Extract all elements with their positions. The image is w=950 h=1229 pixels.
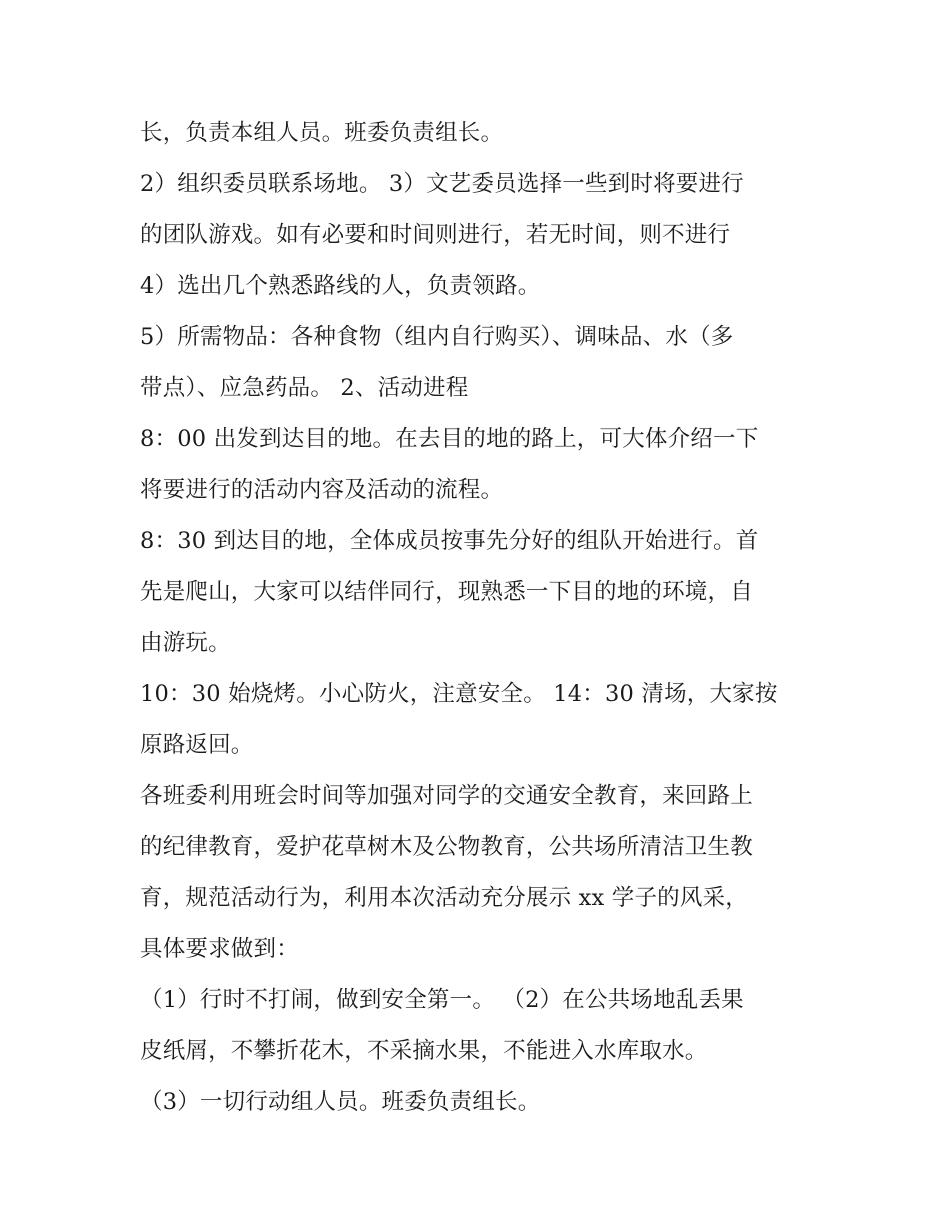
text-line: 育，规范活动行为，利用本次活动充分展示 xx 学子的风采， (140, 885, 748, 911)
text-line: 具体要求做到： (140, 936, 299, 962)
text-line: 5）所需物品：各种食物（组内自行购买）、调味品、水（多 (140, 324, 734, 350)
text-line: 10：30 始烧烤。小心防火，注意安全。 14：30 清场，大家按 (140, 681, 778, 707)
text-line: （1）行时不打闹，做到安全第一。 （2）在公共场地乱丢果 (140, 987, 744, 1013)
text-line: 的纪律教育，爱护花草树木及公物教育，公共场所清洁卫生教 (140, 834, 753, 860)
text-line: 原路返回。 (140, 732, 254, 758)
text-line: 各班委利用班会时间等加强对同学的交通安全教育，来回路上 (140, 783, 753, 809)
text-line: 带点）、应急药品。 2、活动进程 (140, 375, 469, 401)
document-body (140, 108, 830, 1128)
text-line: 2）组织委员联系场地。 3）文艺委员选择一些到时将要进行 (140, 171, 744, 197)
text-line: （3）一切行动组人员。班委负责组长。 (140, 1089, 541, 1115)
text-line: 8：30 到达目的地，全体成员按事先分好的组队开始进行。首 (140, 528, 759, 554)
text-line: 8：00 出发到达目的地。在去目的地的路上，可大体介绍一下 (140, 426, 759, 452)
text-line: 的团队游戏。如有必要和时间则进行，若无时间，则不进行 (140, 222, 731, 248)
text-line: 长，负责本组人员。班委负责组长。 (140, 120, 504, 146)
text-line: 先是爬山，大家可以结伴同行，现熟悉一下目的地的环境，自 (140, 579, 753, 605)
text-line: 将要进行的活动内容及活动的流程。 (140, 477, 504, 503)
text-line: 由游玩。 (140, 630, 231, 656)
text-line: 4）选出几个熟悉路线的人，负责领路。 (140, 273, 541, 299)
text-line: 皮纸屑，不攀折花木，不采摘水果，不能进入水库取水。 (140, 1038, 708, 1064)
